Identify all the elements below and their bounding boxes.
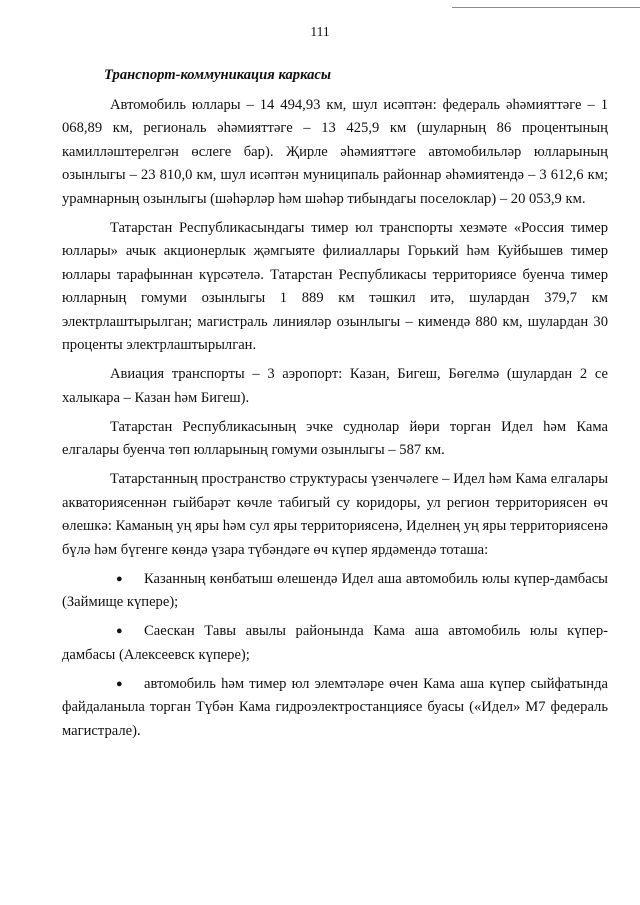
- paragraph-roads: Автомобиль юллары – 14 494,93 км, шул исәптән: федераль әһәмияттәге – 1 068,89 км, региональ әһәмияттәге – 13 425,9 км (шуларның 86 процентының камилләштерелгән өслеге бар). Җирле әһәмияттәге автомобильләр юлларының озынлыгы – 23 810,0 км, шул исәптән муниципаль районнар әһәмиятендә – 3 612,6 км; урамнарның озынлыгы (шәһәрләр һәм шәһәр тибындагы поселоклар) – 20 053,9 км.: [62, 96, 608, 207]
- bullet-icon: ●: [116, 572, 123, 585]
- page-number: 111: [310, 24, 330, 39]
- bullet-icon: ●: [116, 625, 123, 637]
- list-item: ● Казанның көнбатыш өлешендә Идел аша автомобиль юлы күпер-дамбасы (Займище күпере);: [62, 568, 608, 615]
- bullet-icon: ●: [116, 677, 123, 690]
- paragraph-waterways: Татарстан Республикасының эчке суднолар йөри торган Идел һәм Кама елгалары буенча төп юлларының гомуми озынлыгы – 587 км.: [62, 418, 608, 458]
- list-item: ● автомобиль һәм тимер юл элемтәләре өчен Кама аша күпер сыйфатында файдаланыла торган Түбән Кама гидроэлектростанциясе буасы («Идел» М7 федераль магистрале).: [62, 673, 608, 744]
- paragraph-railway: Татарстан Республикасындагы тимер юл транспорты хезмәте «Россия тимер юллары» ачык акционерлык җәмгыяте филиаллары Горький һәм Куйбышев тимер юллары тарафыннан күрсәтелә. Татарстан Республикасы территориясе буенча тимер юлларның гомуми озынлыгы 1 889 км тәшкил итә, шулардан 379,7 км электрлаштырылган; магистраль линияләр озынлыгы – кимендә 880 км, шулардан 30 проценты электрлаштырылган.: [62, 219, 608, 353]
- bridge-list: [62, 568, 608, 744]
- paragraph-spatial-structure: Татарстанның пространство структурасы үзенчәлеге – Идел һәм Кама елгалары акваториясеннән гыйбарәт көчле табигый су коридоры, ул регион территориясен өч өлешкә: Каманың уң яры һәм сул яры территориясенә, Иделнең уң яры территориясенә бүлә һәм бүгенге көндә үзара түбәндәге өч күпер ярдәмендә тоташа:: [62, 471, 608, 558]
- document-body: [62, 64, 608, 743]
- header-rule: [452, 7, 640, 8]
- paragraph-aviation: Авиация транспорты – 3 аэропорт: Казан, Бигеш, Бөгелмә (шулардан 2 се халыкара – Казан һәм Бигеш).: [62, 366, 608, 406]
- section-heading: Транспорт-коммуникация каркасы: [104, 67, 332, 83]
- list-item: ● Саескан Тавы авылы районында Кама аша автомобиль юлы күпер-дамбасы (Алексеевск күпере);: [62, 620, 608, 667]
